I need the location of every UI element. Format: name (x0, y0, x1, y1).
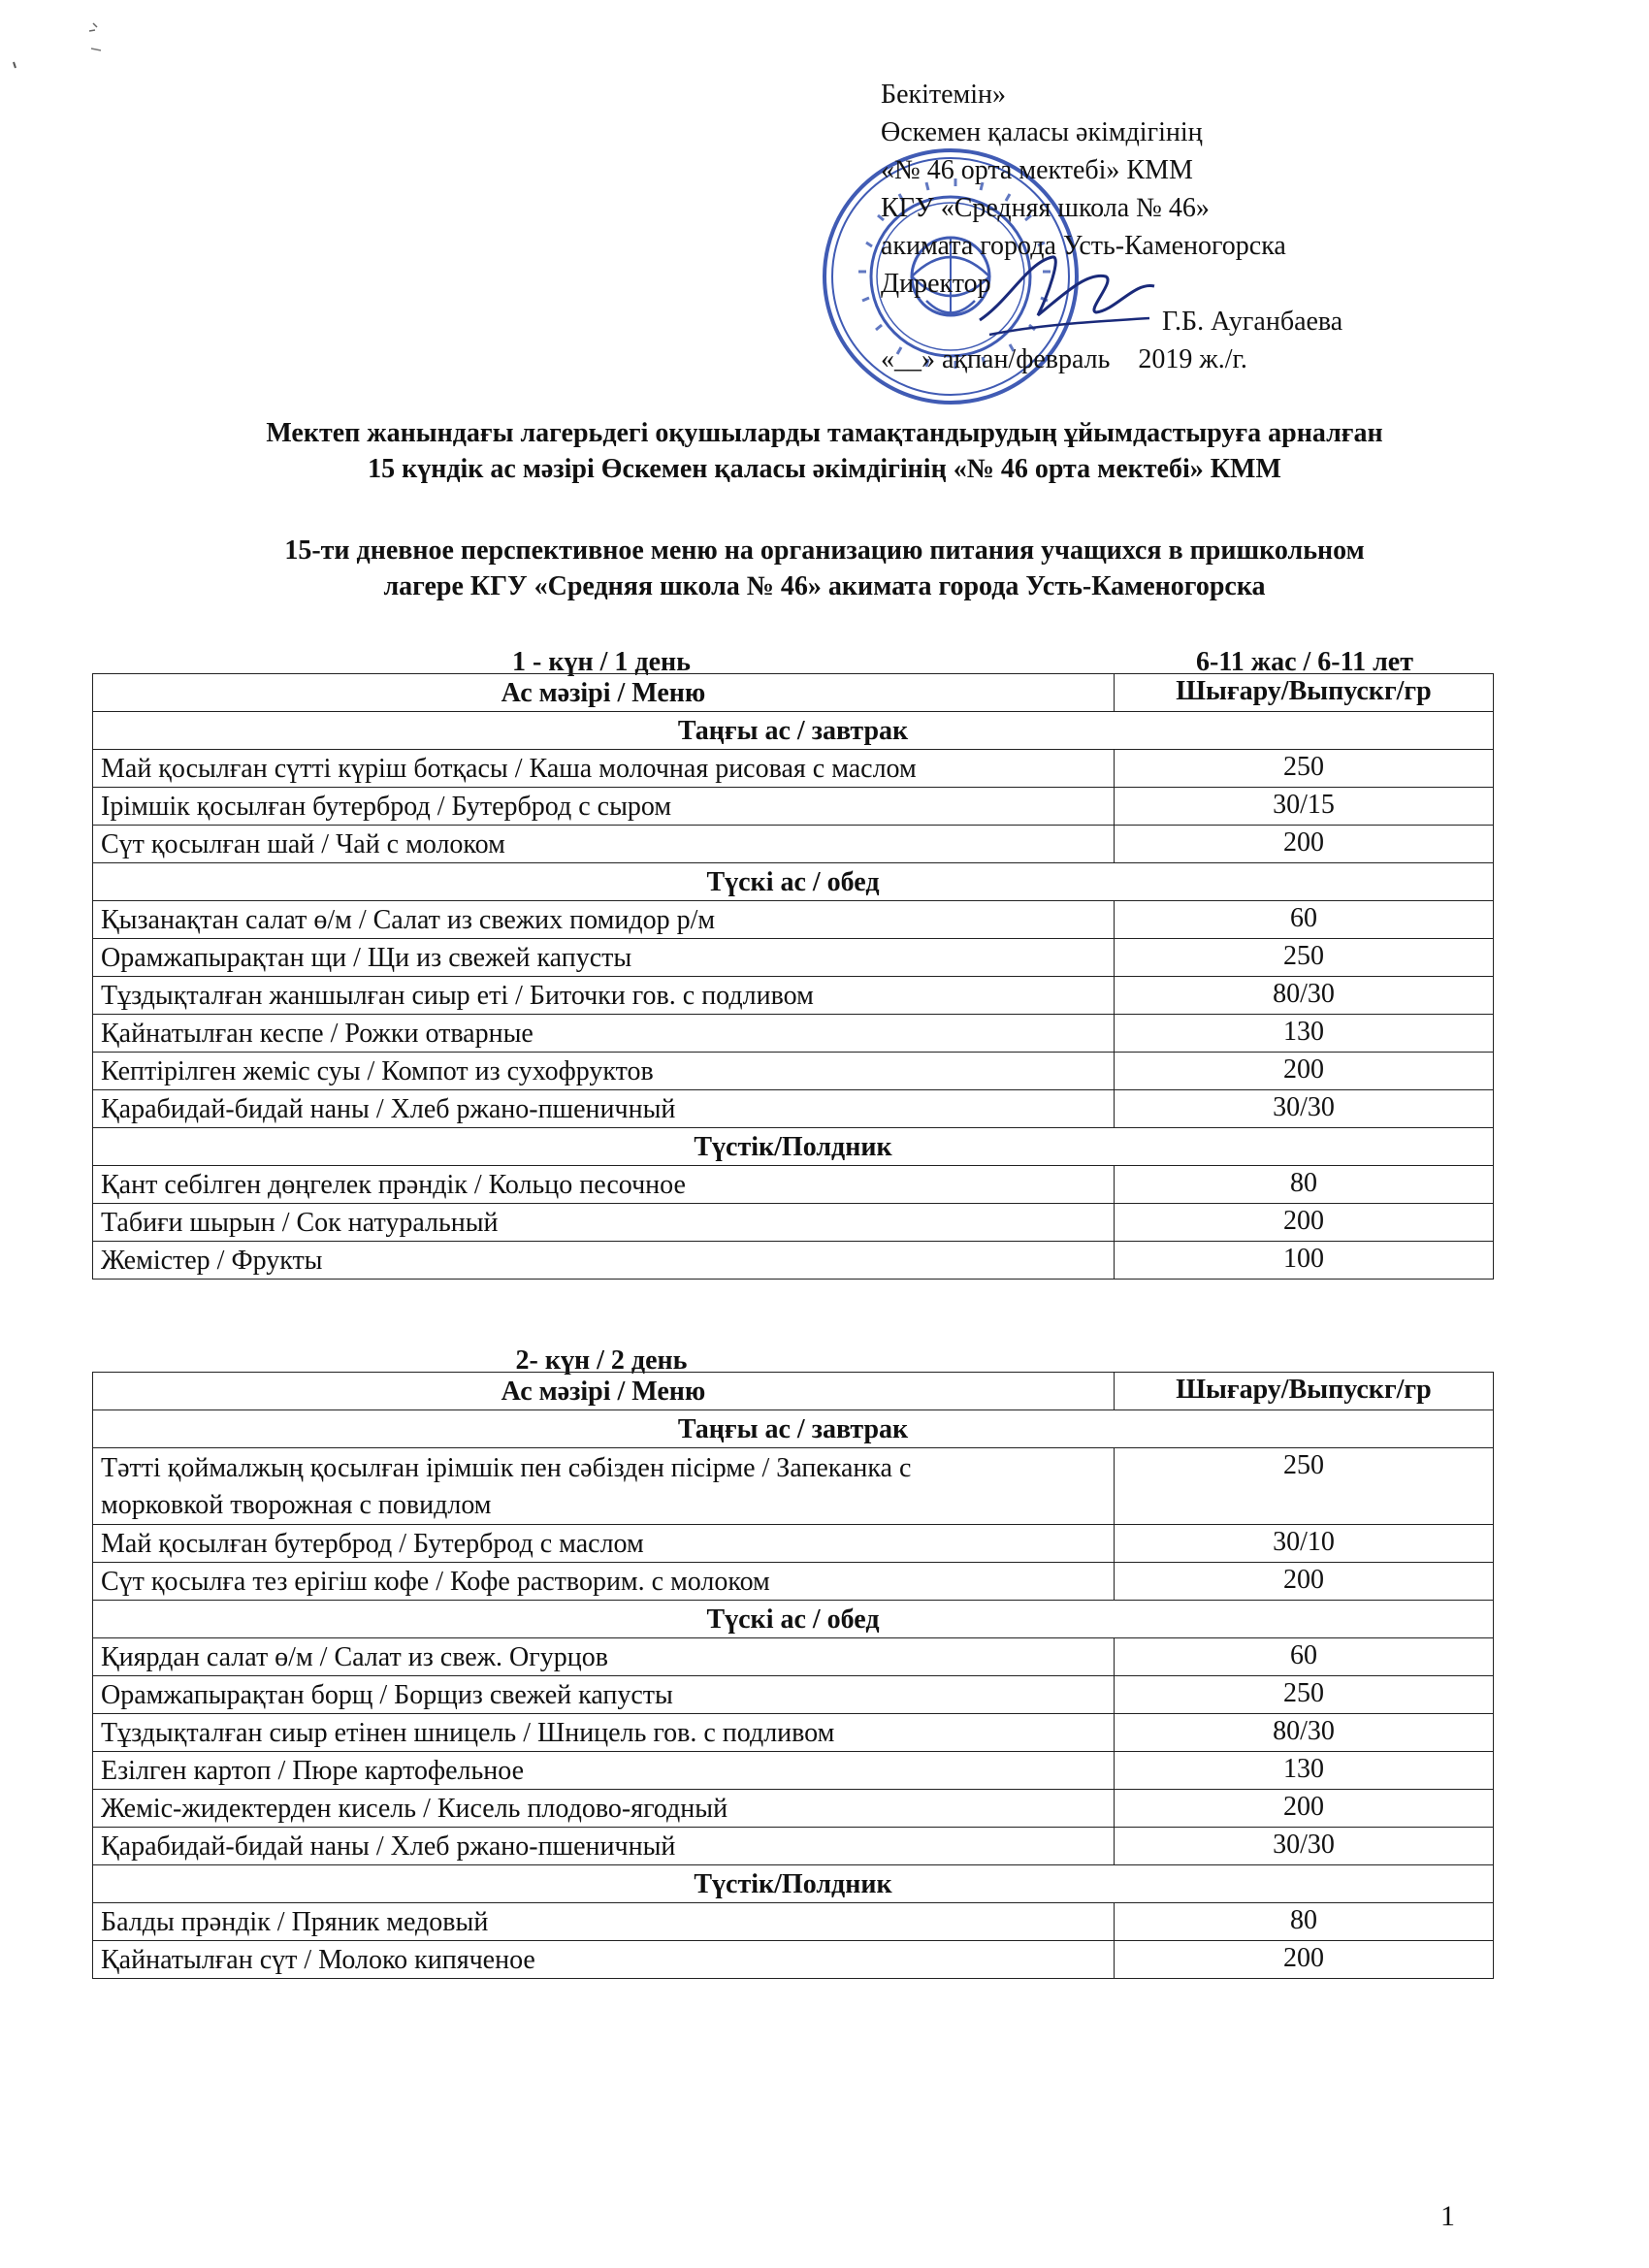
column-header-output: Шығару/Выпускг/гр (1115, 1373, 1494, 1410)
section-title: Түстік/Полдник (93, 1865, 1494, 1903)
dish-name: Қант себілген дөңгелек прәндік / Кольцо песочное (93, 1166, 1115, 1204)
title-kazakh (0, 415, 1649, 487)
signer-name: Г.Б. Ауганбаева (1162, 307, 1343, 337)
dish-name: Ірімшік қосылған бутерброд / Бутерброд с сыром (93, 788, 1115, 826)
table-header-row (93, 674, 1494, 712)
dish-grams: 200 (1115, 1053, 1494, 1090)
dish-name: Сүт қосылға тез ерігіш кофе / Кофе растворим. с молоком (93, 1563, 1115, 1601)
dish-grams: 200 (1115, 1204, 1494, 1242)
dish-name-line: морковкой творожная с повидлом (101, 1490, 492, 1520)
table-row (93, 1448, 1494, 1525)
section-row-snack (93, 1865, 1494, 1903)
table-row (93, 1638, 1494, 1676)
approval-line: Бекітемін» (881, 80, 1007, 110)
section-row-lunch (93, 863, 1494, 901)
date-day: «__» (881, 344, 935, 374)
dish-grams: 30/10 (1115, 1525, 1494, 1563)
dish-grams: 60 (1115, 1638, 1494, 1676)
dish-grams: 250 (1115, 1676, 1494, 1714)
table-row (93, 1242, 1494, 1280)
table-row (93, 1903, 1494, 1941)
day1-menu-table (92, 673, 1494, 1280)
table-row (93, 1828, 1494, 1865)
title-line: Мектеп жанындағы лагерьдегі оқушыларды тамақтандырудың ұйымдастыруға арналған (266, 418, 1383, 448)
table-row (93, 1941, 1494, 1979)
dish-name (93, 1448, 1115, 1525)
dish-name-line: Тәтті қоймалжың қосылған ірімшік пен сәбізден пісірме / Запеканка с (101, 1453, 912, 1483)
approval-line: акимата города Усть-Каменогорска (881, 231, 1286, 261)
dish-grams: 80 (1115, 1166, 1494, 1204)
dish-grams: 250 (1115, 1448, 1494, 1525)
table-header-row (93, 1373, 1494, 1410)
dish-name: Май қосылған бутерброд / Бутерброд с маслом (93, 1525, 1115, 1563)
dish-name: Қызанақтан салат ө/м / Салат из свежих помидор р/м (93, 901, 1115, 939)
table-row (93, 1714, 1494, 1752)
dish-grams: 200 (1115, 826, 1494, 863)
table-row (93, 977, 1494, 1015)
dish-name: Кептірілген жеміс суы / Компот из сухофруктов (93, 1053, 1115, 1090)
dish-name: Тұздықталған жаншылған сиыр еті / Биточки гов. с подливом (93, 977, 1115, 1015)
dish-name: Қарабидай-бидай наны / Хлеб ржано-пшеничный (93, 1090, 1115, 1128)
dish-name: Орамжапырақтан щи / Щи из свежей капусты (93, 939, 1115, 977)
section-title: Таңғы ас / завтрак (93, 1410, 1494, 1448)
approval-line: «№ 46 орта мектебі» КММ (881, 155, 1193, 185)
column-header-output: Шығару/Выпускг/гр (1115, 674, 1494, 712)
dish-grams: 80/30 (1115, 1714, 1494, 1752)
dish-name: Қайнатылған кеспе / Рожки отварные (93, 1015, 1115, 1053)
table-row (93, 1090, 1494, 1128)
section-title: Таңғы ас / завтрак (93, 712, 1494, 750)
table-row (93, 1053, 1494, 1090)
section-row-lunch (93, 1601, 1494, 1638)
section-row-breakfast (93, 712, 1494, 750)
table-row (93, 750, 1494, 788)
dish-grams: 30/30 (1115, 1828, 1494, 1865)
dish-grams: 200 (1115, 1563, 1494, 1601)
table-row (93, 1752, 1494, 1790)
table-row (93, 1790, 1494, 1828)
approval-line: Өскемен қаласы әкімдігінің (881, 117, 1203, 147)
table-row (93, 1166, 1494, 1204)
title-line: лагере КГУ «Средняя школа № 46» акимата города Усть-Каменогорска (383, 571, 1266, 601)
page-number: 1 (1440, 2200, 1455, 2232)
dish-name: Балды прәндік / Пряник медовый (93, 1903, 1115, 1941)
section-title: Түстік/Полдник (93, 1128, 1494, 1166)
approval-line: Директор (881, 269, 991, 299)
dish-grams: 80 (1115, 1903, 1494, 1941)
dish-grams: 200 (1115, 1941, 1494, 1979)
dish-name: Тұздықталған сиыр етінен шницель / Шницель гов. с подливом (93, 1714, 1115, 1752)
day2-label: 2- күн / 2 день (515, 1345, 688, 1376)
dish-name: Қарабидай-бидай наны / Хлеб ржано-пшеничный (93, 1828, 1115, 1865)
dish-name: Қиярдан салат ө/м / Салат из свеж. Огурцов (93, 1638, 1115, 1676)
date-month: ақпан/февраль (942, 344, 1111, 374)
dish-name: Май қосылған сүтті күріш ботқасы / Каша молочная рисовая с маслом (93, 750, 1115, 788)
director-signature-icon (970, 243, 1164, 349)
column-header-menu: Ас мәзірі / Меню (93, 674, 1115, 712)
day2-menu-table (92, 1372, 1494, 1979)
dish-grams: 130 (1115, 1015, 1494, 1053)
dish-name: Сүт қосылған шай / Чай с молоком (93, 826, 1115, 863)
dish-name: Орамжапырақтан борщ / Борщиз свежей капусты (93, 1676, 1115, 1714)
table-row (93, 1676, 1494, 1714)
day1-label: 1 - күн / 1 день (512, 647, 691, 677)
dish-grams: 60 (1115, 901, 1494, 939)
dish-name: Езілген картоп / Пюре картофельное (93, 1752, 1115, 1790)
table-row (93, 901, 1494, 939)
table-row (93, 1015, 1494, 1053)
dish-grams: 250 (1115, 750, 1494, 788)
section-title: Түскі ас / обед (93, 863, 1494, 901)
dish-grams: 80/30 (1115, 977, 1494, 1015)
age-group-label: 6-11 жас / 6-11 лет (1196, 647, 1413, 677)
title-line: 15-ти дневное перспективное меню на организацию питания учащихся в пришкольном (284, 535, 1365, 566)
approval-line: КГУ «Средняя школа № 46» (881, 193, 1210, 223)
table-row (93, 939, 1494, 977)
table-row (93, 1563, 1494, 1601)
section-row-snack (93, 1128, 1494, 1166)
dish-name: Жеміс-жидектерден кисель / Кисель плодово-ягодный (93, 1790, 1115, 1828)
table-row (93, 1204, 1494, 1242)
section-title: Түскі ас / обед (93, 1601, 1494, 1638)
column-header-menu: Ас мәзірі / Меню (93, 1373, 1115, 1410)
scan-artifact-marks (0, 19, 126, 78)
title-line: 15 күндік ас мәзірі Өскемен қаласы әкімдігінің «№ 46 орта мектебі» КММ (368, 454, 1281, 484)
dish-grams: 30/30 (1115, 1090, 1494, 1128)
dish-grams: 30/15 (1115, 788, 1494, 826)
table-row (93, 788, 1494, 826)
dish-name: Жемістер / Фрукты (93, 1242, 1115, 1280)
dish-grams: 250 (1115, 939, 1494, 977)
table-row (93, 826, 1494, 863)
dish-grams: 130 (1115, 1752, 1494, 1790)
date-year: 2019 ж./г. (1138, 344, 1247, 374)
table-row (93, 1525, 1494, 1563)
dish-grams: 200 (1115, 1790, 1494, 1828)
dish-grams: 100 (1115, 1242, 1494, 1280)
title-russian (0, 533, 1649, 604)
dish-name: Қайнатылған сүт / Молоко кипяченое (93, 1941, 1115, 1979)
section-row-breakfast (93, 1410, 1494, 1448)
dish-name: Табиғи шырын / Сок натуральный (93, 1204, 1115, 1242)
